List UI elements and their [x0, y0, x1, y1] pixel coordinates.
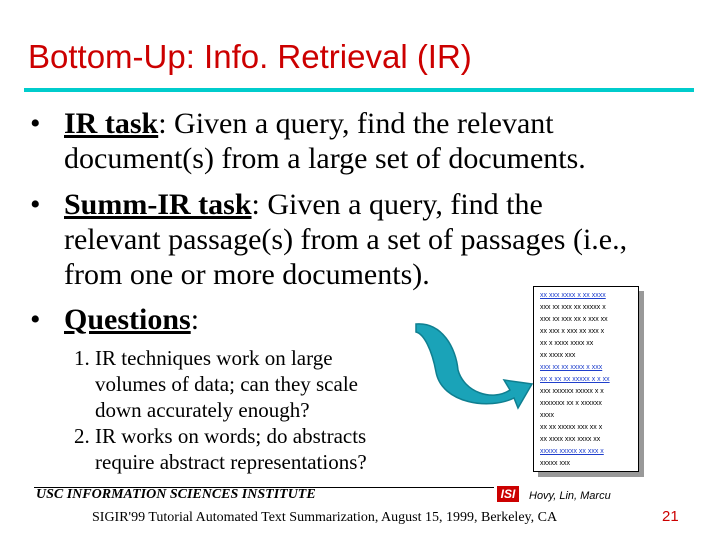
document-line: xxxxxxx xx x xxxxxx [540, 400, 602, 407]
bullet-continuation-text: relevant passage(s) from a set of passages (i.e., [64, 223, 628, 256]
document-line: xx xxxx xxx [540, 352, 576, 359]
question-1-line: volumes of data; can they scale [95, 372, 358, 396]
isi-logo: ISI [497, 486, 519, 502]
document-line: xxx xxxxxx xxxxx x x [540, 388, 604, 395]
document-line: xxxx [540, 412, 554, 419]
bullet-text [64, 106, 554, 141]
bullet-marker: • [30, 303, 41, 336]
document-line: xxx xx xx xxxx x xxx [540, 364, 603, 371]
document-line: xx xx xxxxx xxx xx x [540, 424, 603, 431]
bullet-body: : Given a query, find the [251, 188, 543, 221]
bullet-body: : Given a query, find the relevant [158, 107, 554, 140]
questions-list [74, 345, 367, 475]
document-illustration [533, 286, 639, 472]
document-line: xxx xx xxx xx x xxx xx [540, 316, 608, 323]
question-1-line: 1. IR techniques work on large [74, 346, 333, 370]
bullet-term: IR task [64, 107, 159, 140]
bullet-text [64, 302, 199, 337]
question-2-line: require abstract representations? [95, 450, 367, 474]
document-line: xxxxx xxx [540, 460, 570, 467]
bullet-marker: • [30, 188, 41, 221]
bullet-continuation-text: from one or more documents). [64, 258, 430, 291]
document-line: xx x xx xx xxxxx x x xx [540, 376, 610, 383]
document-line: xx xxx xxxx x xx xxxx [540, 292, 606, 299]
bullet-term: Summ-IR task [64, 188, 252, 221]
footer-authors: Hovy, Lin, Marcu [529, 490, 611, 502]
footer-citation: SIGIR'99 Tutorial Automated Text Summarization, August 15, 1999, Berkeley, CA [92, 510, 558, 525]
bullet-marker: • [30, 107, 41, 140]
document-line: xx x xxxx xxxx xx [540, 340, 594, 347]
page-number: 21 [662, 508, 679, 525]
bullet-continuation-text: document(s) from a large set of documents. [64, 142, 586, 175]
document-line: xxxxx xxxxx xx xxx x [540, 448, 604, 455]
bullet-body: : [190, 303, 200, 336]
document-line: xxx xx xxx xx xxxxx x [540, 304, 606, 311]
footer-organization: USC INFORMATION SCIENCES INSTITUTE [36, 487, 316, 502]
slide-title: Bottom-Up: Info. Retrieval (IR) [28, 38, 472, 75]
title-underline [24, 88, 694, 92]
document-line: xx xxx x xxx xx xxx x [540, 328, 605, 335]
bullet-term: Questions [64, 303, 191, 336]
question-2-line: 2. IR works on words; do abstracts [74, 424, 367, 448]
bullet-text [64, 187, 543, 222]
curved-arrow-icon [412, 318, 536, 410]
question-1-line: down accurately enough? [95, 398, 310, 422]
document-line: xx xxxx xxx xxxx xx [540, 436, 601, 443]
